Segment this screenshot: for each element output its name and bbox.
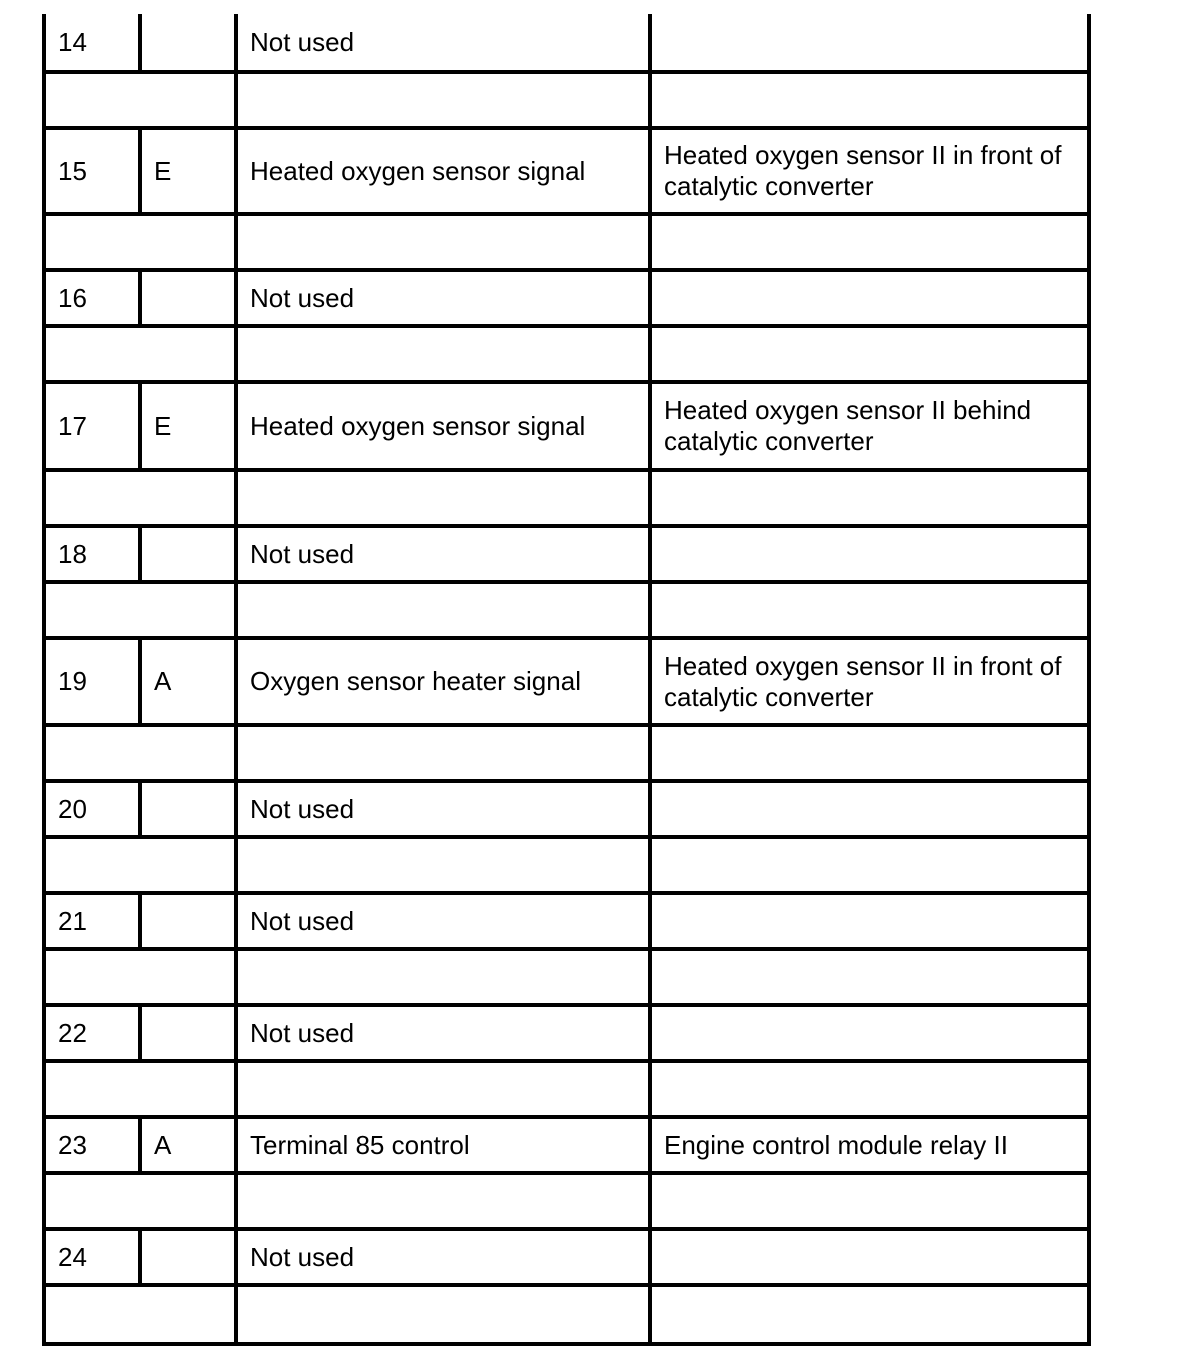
wire-code [142,895,238,947]
spacer-cell [652,584,1087,636]
table-row [46,783,1087,839]
component-location [652,1231,1087,1283]
table-row [46,14,1087,74]
signal-description: Not used [238,14,652,70]
wire-code: E [142,130,238,212]
spacer-cell [652,216,1087,268]
spacer-cell [652,727,1087,779]
spacer-cell [652,839,1087,891]
spacer-cell [46,74,238,126]
spacer-row [46,1063,1087,1119]
table-row [46,640,1087,727]
wire-code [142,528,238,580]
spacer-cell [652,951,1087,1003]
spacer-cell [652,1175,1087,1227]
spacer-cell [46,839,238,891]
pin-number: 21 [46,895,142,947]
spacer-cell [652,1287,1087,1342]
pin-number: 16 [46,272,142,324]
spacer-cell [46,951,238,1003]
spacer-cell [46,472,238,524]
signal-description: Heated oxygen sensor signal [238,130,652,212]
table-row [46,130,1087,216]
spacer-cell [238,951,652,1003]
spacer-row [46,951,1087,1007]
component-location [652,528,1087,580]
pin-number: 19 [46,640,142,723]
spacer-cell [238,216,652,268]
table-row [46,1119,1087,1175]
wire-code: E [142,384,238,468]
pin-number: 18 [46,528,142,580]
component-location [652,14,1087,70]
spacer-cell [46,216,238,268]
signal-description: Not used [238,272,652,324]
spacer-cell [238,74,652,126]
spacer-cell [238,1287,652,1342]
spacer-cell [238,727,652,779]
signal-description: Not used [238,1231,652,1283]
pin-number: 20 [46,783,142,835]
component-location: Heated oxygen sensor II in front of catalytic converter [664,140,1062,201]
spacer-cell [238,328,652,380]
wire-code [142,783,238,835]
spacer-cell [238,1175,652,1227]
table-row [46,272,1087,328]
spacer-cell [238,1063,652,1115]
spacer-cell [652,328,1087,380]
signal-description: Terminal 85 control [238,1119,652,1171]
spacer-cell [46,584,238,636]
spacer-row [46,328,1087,384]
spacer-row [46,727,1087,783]
wire-code: A [142,640,238,723]
spacer-row [46,472,1087,528]
pin-number: 14 [46,14,142,70]
spacer-cell [238,472,652,524]
wire-code [142,14,238,70]
spacer-cell [652,74,1087,126]
signal-description: Heated oxygen sensor signal [238,384,652,468]
signal-description: Not used [238,528,652,580]
spacer-cell [46,1063,238,1115]
table-row [46,1007,1087,1063]
pin-number: 24 [46,1231,142,1283]
spacer-cell [46,328,238,380]
table-row [46,1231,1087,1287]
pinout-table [42,14,1091,1346]
wire-code [142,1007,238,1059]
component-location [652,783,1087,835]
spacer-cell [46,1287,238,1342]
spacer-row [46,839,1087,895]
component-location [652,1007,1087,1059]
wire-code [142,272,238,324]
component-location: Engine control module relay II [664,1129,1008,1160]
spacer-cell [46,727,238,779]
spacer-row [46,216,1087,272]
signal-description: Not used [238,783,652,835]
component-location [652,895,1087,947]
spacer-row [46,1175,1087,1231]
pin-number: 15 [46,130,142,212]
pin-number: 23 [46,1119,142,1171]
component-location: Heated oxygen sensor II in front of catalytic converter [664,650,1062,712]
spacer-cell [238,839,652,891]
table-row [46,528,1087,584]
spacer-cell [652,472,1087,524]
spacer-row [46,74,1087,130]
pin-number: 17 [46,384,142,468]
table-row [46,895,1087,951]
component-location [652,272,1087,324]
spacer-cell [238,584,652,636]
spacer-cell [46,1175,238,1227]
signal-description: Not used [238,1007,652,1059]
signal-description: Oxygen sensor heater signal [238,640,652,723]
component-location: Heated oxygen sensor II behind catalytic converter [664,395,1032,456]
spacer-row [46,1287,1087,1342]
wire-code: A [142,1119,238,1171]
spacer-cell [652,1063,1087,1115]
signal-description: Not used [238,895,652,947]
wire-code [142,1231,238,1283]
table-row [46,384,1087,472]
pin-number: 22 [46,1007,142,1059]
spacer-row [46,584,1087,640]
